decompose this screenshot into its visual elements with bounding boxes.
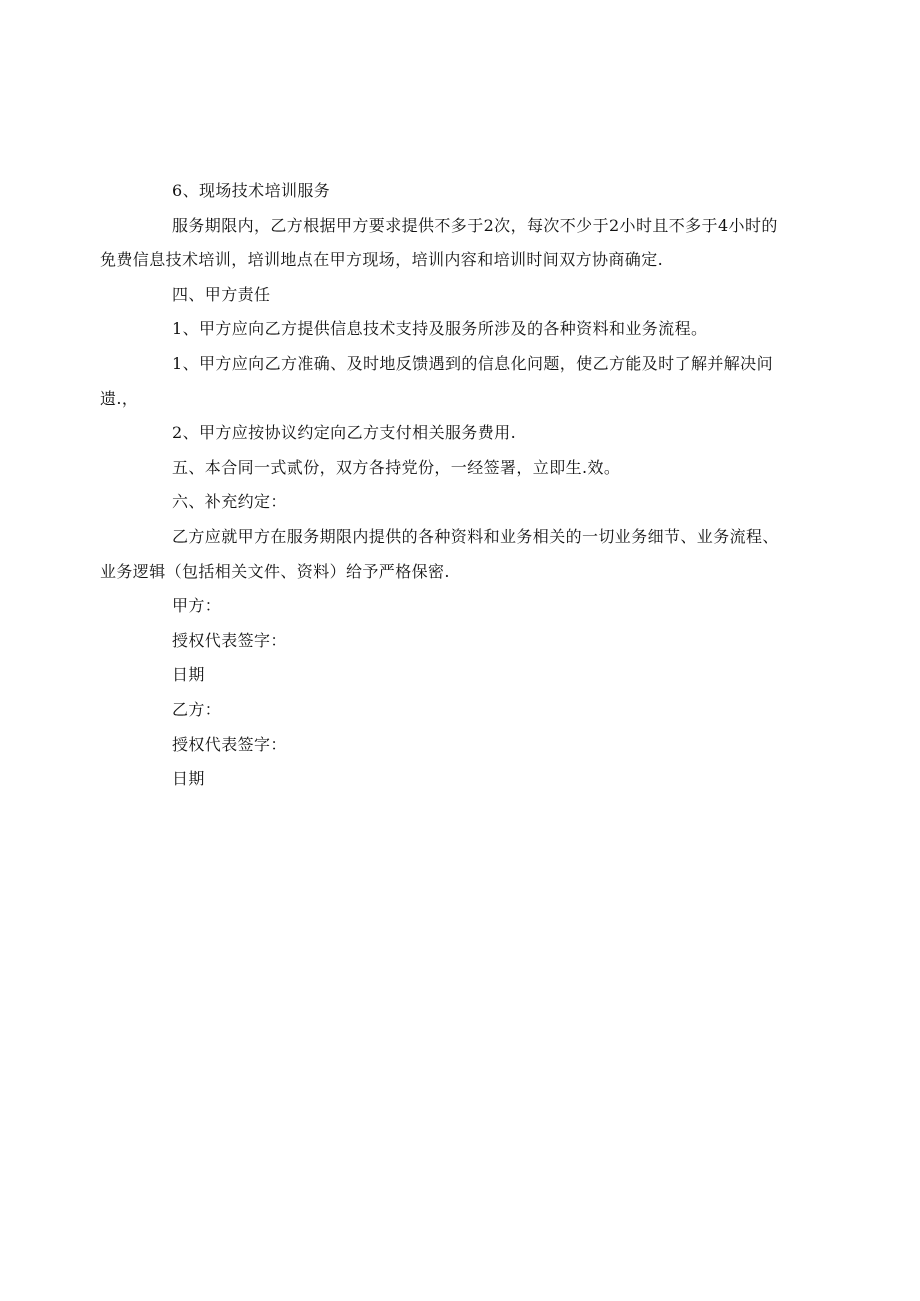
- paragraph-training-terms: [100, 209, 796, 278]
- paragraph-line: 五、本合同一式贰份，双方各持党份，一经签署，立即生.效。: [172, 457, 621, 477]
- section-copies: [136, 451, 796, 486]
- paragraph-line: 日期: [172, 769, 205, 789]
- signature-party-b-representative: [136, 728, 796, 763]
- paragraph-line: 日期: [172, 665, 205, 685]
- paragraph-line: 6、现场技术培训服务: [172, 181, 331, 200]
- section-heading-party-a-duties: [136, 278, 796, 313]
- paragraph-line: 遗.，: [100, 388, 139, 408]
- clause-provide-materials: [136, 312, 796, 347]
- paragraph-line: 业务逻辑（包括相关文件、资料）给予严格保密.: [100, 561, 450, 581]
- paragraph-line: 乙方应就甲方在服务期限内提供的各种资料和业务相关的一切业务细节、业务流程、: [172, 526, 779, 546]
- signature-party-b-label: [136, 693, 796, 728]
- section-heading-training: [136, 174, 796, 209]
- paragraph-line: 免费信息技术培训，培训地点在甲方现场，培训内容和培训时间双方协商确定.: [100, 250, 664, 270]
- paragraph-line: 授权代表签字：: [172, 734, 287, 754]
- clause-payment: [136, 416, 796, 451]
- paragraph-line: 服务期限内，乙方根据甲方要求提供不多于2次，每次不少于2小时且不多于4小时的: [172, 215, 778, 235]
- signature-party-a-date: [136, 658, 796, 693]
- paragraph-line: 2、甲方应按协议约定向乙方支付相关服务费用.: [172, 423, 517, 443]
- paragraph-line: 1、甲方应向乙方提供信息技术支持及服务所涉及的各种资料和业务流程。: [172, 319, 708, 339]
- paragraph-line: 甲方：: [172, 596, 222, 616]
- paragraph-line: 六、补充约定：: [172, 492, 287, 512]
- paragraph-line: 1、甲方应向乙方准确、及时地反馈遇到的信息化问题，使乙方能及时了解并解决问: [172, 353, 773, 373]
- paragraph-line: 授权代表签字：: [172, 630, 287, 650]
- paragraph-line: 乙方：: [172, 699, 222, 719]
- paragraph-line: 四、甲方责任: [172, 284, 271, 304]
- clause-confidentiality: [100, 520, 796, 589]
- section-heading-supplementary: [136, 485, 796, 520]
- document-body: [100, 174, 796, 797]
- clause-feedback: [100, 347, 796, 416]
- signature-party-b-date: [136, 762, 796, 797]
- signature-party-a-label: [136, 589, 796, 624]
- signature-party-a-representative: [136, 624, 796, 659]
